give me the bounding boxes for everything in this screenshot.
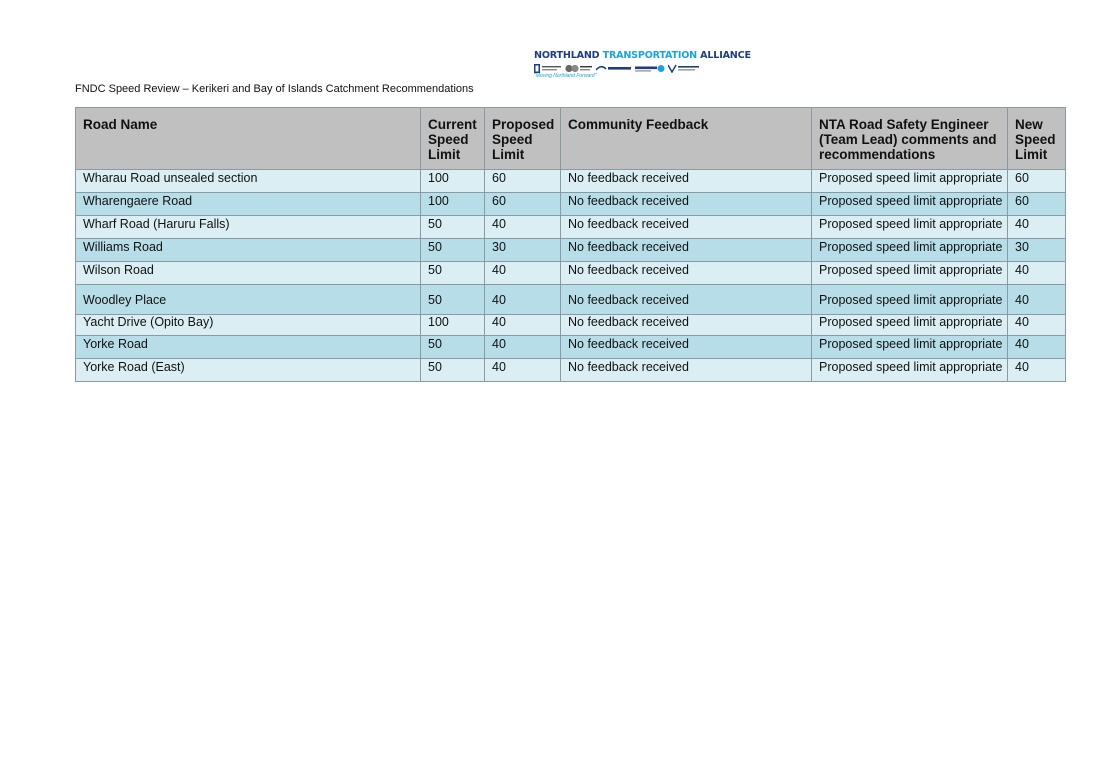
logo-title-transportation: TRANSPORTATION: [602, 50, 698, 61]
table-row: [76, 359, 1066, 382]
cell-engineer-comment: Proposed speed limit appropriate: [812, 359, 1008, 382]
cell-engineer-comment: Proposed speed limit appropriate: [812, 315, 1008, 336]
partner-logo-kaipara-icon: [565, 64, 593, 73]
cell-new-speed: 40: [1008, 285, 1066, 315]
cell-community-feedback: No feedback received: [561, 216, 812, 239]
cell-new-speed: 40: [1008, 216, 1066, 239]
header-proposed-speed-limit: Proposed Speed Limit: [485, 108, 561, 170]
speed-review-table: [75, 107, 1066, 382]
cell-current-speed: 50: [421, 262, 485, 285]
cell-engineer-comment: Proposed speed limit appropriate: [812, 285, 1008, 315]
cell-new-speed: 40: [1008, 336, 1066, 359]
cell-proposed-speed: 60: [485, 170, 561, 193]
cell-new-speed: 40: [1008, 315, 1066, 336]
partner-logos: [534, 63, 702, 73]
cell-proposed-speed: 40: [485, 216, 561, 239]
cell-current-speed: 100: [421, 315, 485, 336]
cell-road-name: Williams Road: [76, 239, 421, 262]
table-row: [76, 336, 1066, 359]
cell-community-feedback: No feedback received: [561, 336, 812, 359]
cell-current-speed: 50: [421, 336, 485, 359]
cell-engineer-comment: Proposed speed limit appropriate: [812, 239, 1008, 262]
table-row: [76, 216, 1066, 239]
cell-community-feedback: No feedback received: [561, 170, 812, 193]
cell-proposed-speed: 30: [485, 239, 561, 262]
cell-new-speed: 60: [1008, 193, 1066, 216]
cell-current-speed: 50: [421, 359, 485, 382]
nta-logo: [534, 50, 751, 84]
header-community-feedback: Community Feedback: [561, 108, 812, 170]
header-new-speed-limit: New Speed Limit: [1008, 108, 1066, 170]
header-current-speed-limit: Current Speed Limit: [421, 108, 485, 170]
cell-proposed-speed: 60: [485, 193, 561, 216]
table-row: [76, 262, 1066, 285]
cell-road-name: Yorke Road (East): [76, 359, 421, 382]
cell-road-name: Woodley Place: [76, 285, 421, 315]
cell-engineer-comment: Proposed speed limit appropriate: [812, 262, 1008, 285]
cell-community-feedback: No feedback received: [561, 285, 812, 315]
partner-logo-nzta-icon: [668, 64, 700, 73]
logo-title-northland: NORTHLAND: [534, 50, 600, 61]
cell-community-feedback: No feedback received: [561, 239, 812, 262]
cell-current-speed: 100: [421, 193, 485, 216]
cell-road-name: Wharau Road unsealed section: [76, 170, 421, 193]
cell-proposed-speed: 40: [485, 359, 561, 382]
cell-new-speed: 30: [1008, 239, 1066, 262]
cell-road-name: Wharengaere Road: [76, 193, 421, 216]
cell-community-feedback: No feedback received: [561, 315, 812, 336]
header-engineer-comments: NTA Road Safety Engineer (Team Lead) comments and recommendations: [812, 108, 1008, 170]
table-row: [76, 193, 1066, 216]
table-row: [76, 315, 1066, 336]
cell-current-speed: 50: [421, 216, 485, 239]
cell-proposed-speed: 40: [485, 262, 561, 285]
table-header-row: [76, 108, 1066, 170]
cell-proposed-speed: 40: [485, 285, 561, 315]
cell-engineer-comment: Proposed speed limit appropriate: [812, 216, 1008, 239]
table-row: [76, 239, 1066, 262]
cell-proposed-speed: 40: [485, 315, 561, 336]
cell-new-speed: 40: [1008, 262, 1066, 285]
partner-logo-whangarei-icon: [596, 64, 632, 73]
partner-logo-nrc-icon: [635, 64, 665, 73]
partner-logo-fndc-icon: [534, 64, 562, 73]
cell-new-speed: 40: [1008, 359, 1066, 382]
cell-road-name: Yacht Drive (Opito Bay): [76, 315, 421, 336]
cell-engineer-comment: Proposed speed limit appropriate: [812, 336, 1008, 359]
logo-tagline: "Moving Northland Forward": [534, 73, 597, 79]
cell-current-speed: 50: [421, 239, 485, 262]
cell-community-feedback: No feedback received: [561, 359, 812, 382]
cell-new-speed: 60: [1008, 170, 1066, 193]
header-road-name: Road Name: [76, 108, 421, 170]
cell-current-speed: 50: [421, 285, 485, 315]
cell-proposed-speed: 40: [485, 336, 561, 359]
table-row: [76, 170, 1066, 193]
logo-title-alliance: ALLIANCE: [700, 50, 751, 61]
cell-road-name: Wilson Road: [76, 262, 421, 285]
cell-engineer-comment: Proposed speed limit appropriate: [812, 170, 1008, 193]
table-row: [76, 285, 1066, 315]
document-title: FNDC Speed Review – Kerikeri and Bay of Islands Catchment Recommendations: [75, 83, 474, 95]
cell-road-name: Yorke Road: [76, 336, 421, 359]
cell-road-name: Wharf Road (Haruru Falls): [76, 216, 421, 239]
cell-community-feedback: No feedback received: [561, 193, 812, 216]
cell-engineer-comment: Proposed speed limit appropriate: [812, 193, 1008, 216]
cell-current-speed: 100: [421, 170, 485, 193]
cell-community-feedback: No feedback received: [561, 262, 812, 285]
logo-title: [534, 50, 751, 62]
